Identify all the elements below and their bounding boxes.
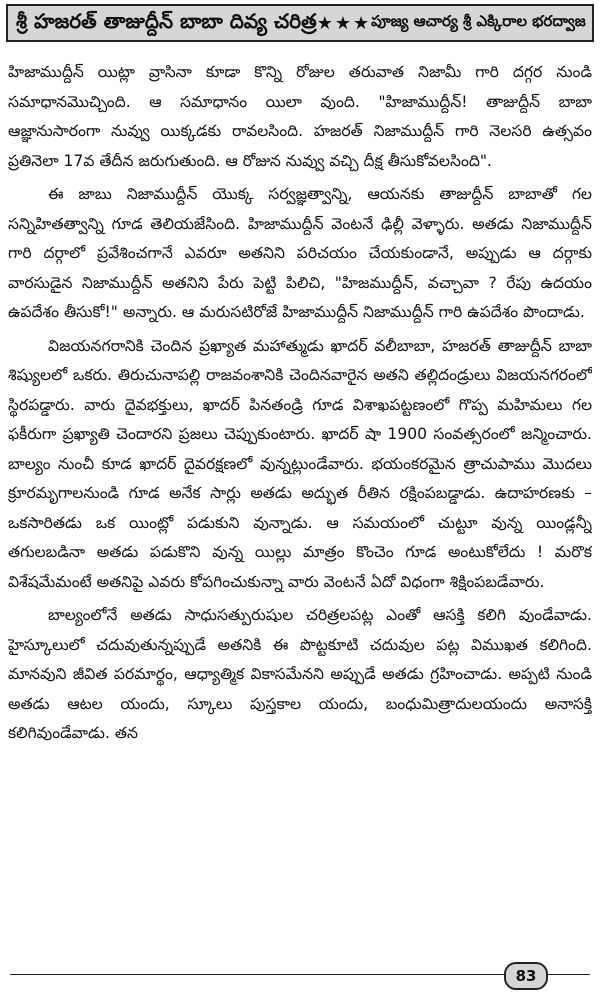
page-body (8, 58, 592, 948)
paragraph-1: హిజాముద్దీన్ యిట్లా వ్రాసినా కూడా కొన్ని రోజుల తరువాత నిజామీ గారి దగ్గర నుండి సమాధానమొచ్చింది. ఆ సమాధానం యిలా వుంది. "హిజాముద్దీన్! తాజుద్దీన్ బాబా ఆజ్ఞానుసారంగా నువ్వు యిక్కడకు రావలసింది. హజరత్ నిజాముద్దీన్ గారి నెలసరి ఉత్సవం ప్రతినెలా 17వ తేదీన జరుగుతుంది. ఆ రోజున నువ్వు వచ్చి దీక్ష తీసుకోవలసింది". (8, 63, 592, 170)
paragraph-4: బాల్యంలోనే అతడు సాధుసత్పురుషుల చరిత్రలపట్ల ఎంతో ఆసక్తి కలిగి వుండేవాడు. హైస్కూలులో చదువుతున్నప్పుడే అతనికి ఈ పొట్టకూటి చదువుల పట్ల విముఖత కలిగింది. మానవుని జీవిత పరమార్థం, ఆధ్యాత్మిక వికాసమేనని అప్పుడే అతడు గ్రహించాడు. అప్పటి నుండి అతడు ఆటల యందు, స్కూలు పుస్తకాల యందు, బంధుమిత్రాదులయందు అనాసక్తి కలిగివుండేవాడు. తన (8, 606, 592, 742)
paragraph-3: విజయనగరానికి చెందిన ప్రఖ్యాత మహాత్ముడు ఖాదర్ వలీబాబా, హజరత్ తాజుద్దీన్ బాబా శిష్యులలో ఒకరు. తిరుచునాపల్లి రాజవంశానికి చెందినవారైన అతని తల్లిదండ్రులు విజయనగరంలో స్థిరపడ్డారు. వారు దైవభక్తులు, ఖాదర్ పినతండ్రి గూడ విశాఖపట్టణంలో గొప్ప మహిమలు గల ఫకీరుగా ప్రఖ్యాతి చెందారని ప్రజలు చెప్పుకుంటారు. ఖాదర్ షా 1900 సంవత్సరంలో జన్మించారు. బాల్యం నుంచీ కూడ ఖాదర్ దైవరక్షణలో వున్నట్లుండేవారు. భయంకరమైన త్రాచుపాము మొదలు క్రూరమృగాలనుండి గూడ అనేక సార్లు అతడు అద్భుత రీతిన రక్షింపబడ్డాడు. ఉదాహరణకు – ఒకసారితడు ఒక యింట్లో పడుకుని వున్నాడు. ఆ సమయంలో చుట్టూ వున్న యిండ్లన్నీ తగులబడినా అతడు పడుకొని వున్న యిల్లు మాత్రం కొంచెం గూడ అంటుకోలేదు ! మరొక విశేషమేమంటే అతనిపై ఎవరు కోపగించుకున్నా వారు వెంటనే ఏదో విధంగా శిక్షింపబడేవారు. (8, 336, 592, 591)
stars-ornament: ★★★ (316, 12, 372, 34)
page-number: 83 (504, 962, 548, 990)
book-title: శ్రీ హజరత్ తాజుద్దీన్ బాబా దివ్య చరిత్ర (16, 8, 317, 33)
paragraph-2: ఈ జాబు నిజాముద్దీన్ యొక్క సర్వజ్ఞత్వాన్ని, ఆయనకు తాజుద్దీన్ బాబాతో గల సన్నిహితత్వాన్ని గూడ తెలియజేసింది. హిజాముద్దీన్ వెంటనే ఢిల్లీ వెళ్ళారు. అతడు నిజాముద్దీన్ గారి దర్గాలో ప్రవేశించగానే ఎవరూ అతనిని పరిచయం చేయకుండానే, అప్పుడు ఆ దర్గాకు వారసుడైన నిజాముద్దీన్ అతనిని పేరు పెట్టి పిలిచి, "హిజముద్దీన్, వచ్చావా ? రేపు ఉదయం ఉపదేశం తీసుకో!" అన్నారు. ఆ మరుసటిరోజే హిజాముద్దీన్ నిజాముద్దీన్ గారి ఉపదేశం పొందాడు. (8, 185, 592, 321)
footer-rule (10, 974, 590, 975)
page-header (6, 4, 594, 42)
author-name: పూజ్య ఆచార్య శ్రీ ఎక్కిరాల భరద్వాజ (371, 12, 586, 30)
